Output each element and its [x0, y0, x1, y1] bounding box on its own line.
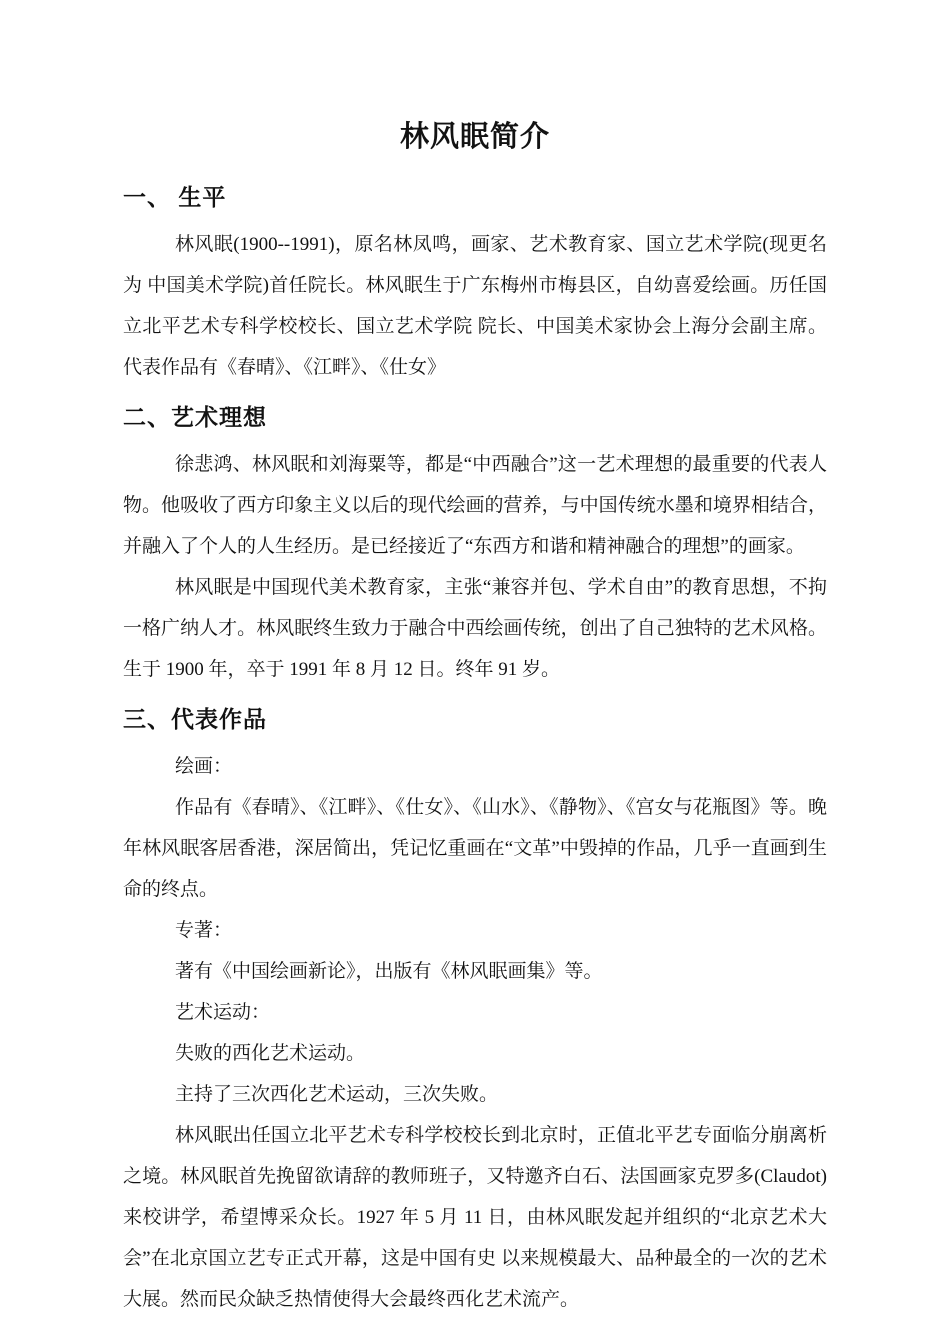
paragraph-art-movement-summary: 主持了三次西化艺术运动，三次失败。	[175, 1084, 499, 1105]
paragraph-monograph-label: 专著：	[175, 920, 233, 941]
document-title: 林风眠简介	[399, 121, 550, 153]
paragraph-beijing-art-congress: 林风眠出任国立北平艺术专科学校校长到北京时，正值北平艺专面临分崩离析之境。林风眠首先挽留欲请辞的教师班子，又特邀齐白石、法国画家克罗多(Claudot)来校讲学，希望博采众长。1927 年 5 月 11 日，由林风眠发起并组织的“北京艺术大会”在北京国立艺专正式开幕，这是中国有史 以来规模最大、品种最全的一次的艺术大展。然而民众缺乏热情使得大会最终西化艺术流产。	[123, 1125, 827, 1310]
section-heading-representative-works: 三、代表作品	[123, 706, 267, 732]
paragraph: 徐悲鸿、林风眠和刘海粟等，都是“中西融合”这一艺术理想的最重要的代表人物。他吸收了西方印象主义以后的现代绘画的营养，与中国传统水墨和境界相结合，并融入了个人的人生经历。是已经接近了“东西方和谐和精神融合的理想”的画家。	[123, 454, 827, 557]
paragraph-painting-label: 绘画：	[175, 756, 233, 777]
paragraph: 林风眠(1900--1991)，原名林凤鸣，画家、艺术教育家、国立艺术学院(现更名为 中国美术学院)首任院长。林风眠生于广东梅州市梅县区，自幼喜爱绘画。历任国立北平艺术专科学校校长、国立艺术学院 院长、中国美术家协会上海分会副主席。代表作品有《春晴》、《江畔》、《仕女》	[123, 234, 827, 378]
paragraph-painting-works: 作品有《春晴》、《江畔》、《仕女》、《山水》、《静物》、《宫女与花瓶图》等。晚年林风眠客居香港，深居简出，凭记忆重画在“文革”中毁掉的作品，几乎一直画到生命的终点。	[123, 797, 827, 900]
section-heading-biography: 一、 生平	[123, 184, 227, 210]
section-artistic-ideal	[123, 402, 827, 690]
paragraph-monograph-works: 著有《中国绘画新论》，出版有《林风眠画集》等。	[175, 961, 603, 982]
section-heading-artistic-ideal: 二、艺术理想	[123, 404, 267, 430]
paragraph: 林风眠是中国现代美术教育家，主张“兼容并包、学术自由”的教育思想，不拘一格广纳人才。林风眠终生致力于融合中西绘画传统，创出了自己独特的艺术风格。 生于 1900 年，卒于 1991 年 8 月 12 日。终年 91 岁。	[123, 577, 827, 680]
paragraph-art-movement-label: 艺术运动：	[175, 1002, 271, 1023]
paragraph-art-movement-result: 失败的西化艺术运动。	[175, 1043, 366, 1064]
section-biography	[123, 182, 827, 388]
section-representative-works	[123, 704, 827, 1320]
